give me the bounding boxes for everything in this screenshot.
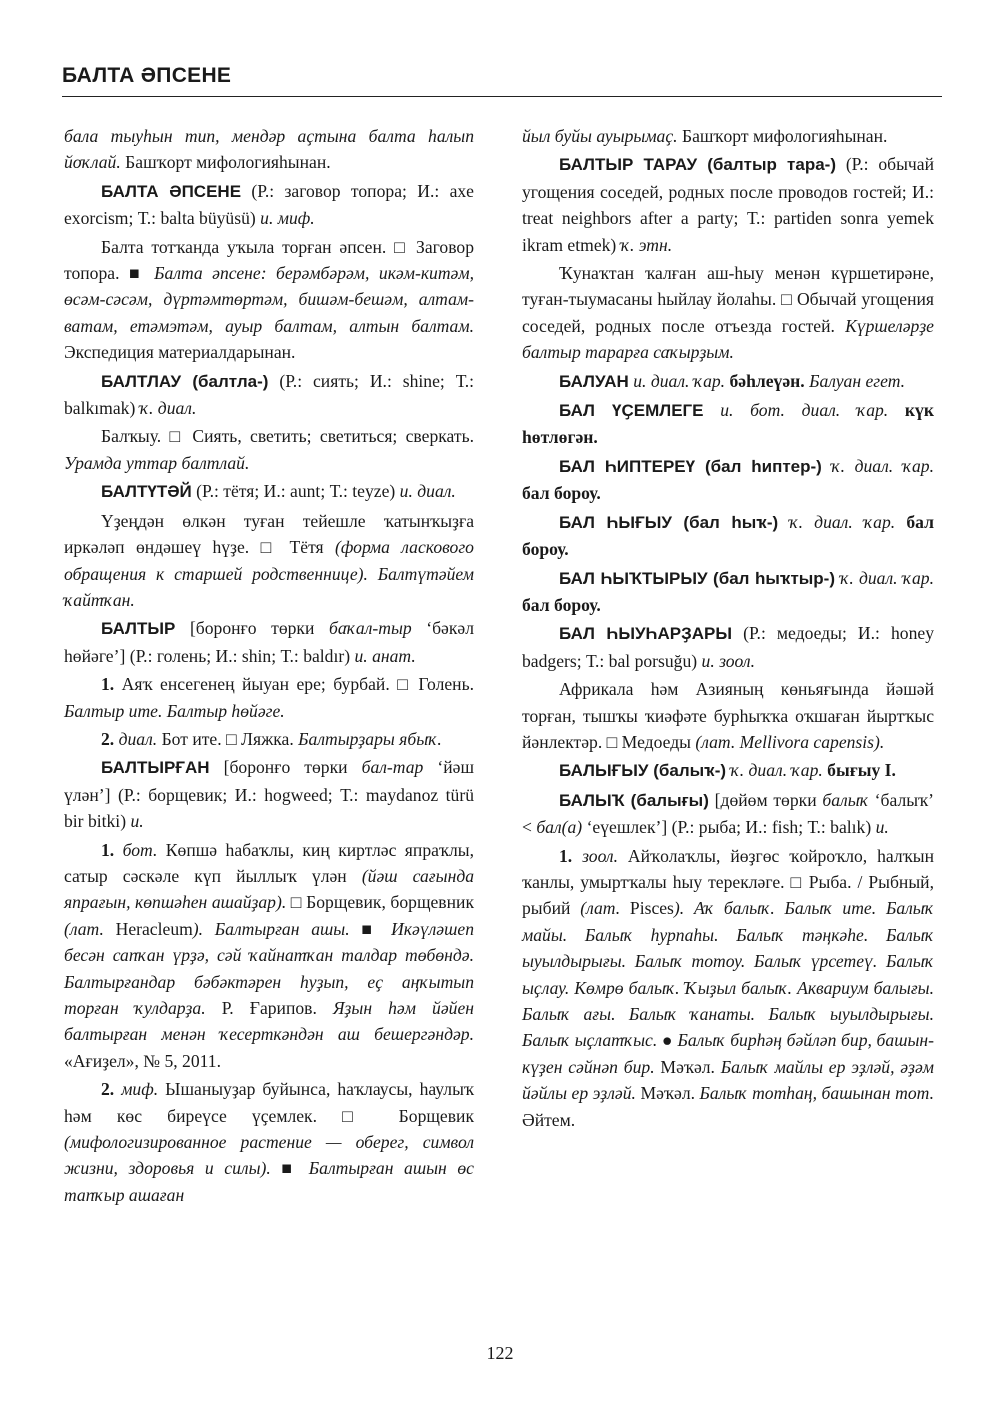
plain-text: [дөйөм төрки: [708, 789, 823, 810]
italic-text: Балта әпсене: берәмбәрәм, икәм-китәм, өсәм-сәсәм, дүртәмтөртәм, бишәм-бешәм, алтам-ватам, етәмэтәм, ауыр балтам, алтын балтам.: [64, 263, 474, 336]
plain-text: ‘еүешлек’] (Р.: рыба; И.: fish; Т.: balık): [582, 817, 876, 838]
plain-text: Ышаныуҙар буйынса, һаҡлаусы, һаулыҡ һәм көс биреүсе үҫемлек. □ Борщевик: [64, 1079, 474, 1126]
italic-text: бал(а): [536, 817, 583, 838]
bold-text: бәһлеүән.: [725, 370, 805, 391]
plain-text: (Р.: медоеды; И.: honey badgers; Т.: bal porsuğu): [522, 623, 934, 671]
italic-text: ). Аҡ балыҡ. Балыҡ ите. Балыҡ майы. Балыҡ һурпаһы. Балыҡ тәңкәһе. Балыҡ ыуылдырығы. Балыҡ тотоу. Балыҡ үрсетеү. Балыҡ ыҫлау. Көмрө балыҡ. Ҡыҙыл балыҡ. Аквариум балығы. Балыҡ ағы. Балыҡ ҡанаты. Балыҡ ыуылдырығы. Балыҡ ыҫлатҡыс. ● Балыҡ бирһәң бәйләп бир, башын-күҙен сәйнәп бир.: [522, 898, 934, 1077]
plain-text: [боронғо төрки: [175, 618, 329, 639]
dictionary-paragraph: [522, 757, 934, 784]
bold-text: 2.: [101, 728, 115, 749]
italic-text: Балтыр ите. Балтыр һөйәге.: [64, 700, 285, 721]
plain-text: Балта тотҡанда уҡыла торған әпсен. □ Заговор топора. ■: [64, 236, 474, 284]
plain-text: Балҡыу. □ Сиять, светить; светиться; сверкать.: [101, 426, 474, 447]
headword: БАЛЫҠ (балығы): [559, 790, 709, 810]
plain-text: (Р.: тётя; И.: aunt; Т.: teyze): [191, 481, 400, 502]
italic-text: ҡ. диал.: [139, 398, 197, 419]
italic-text: (йәш сағында япрағын, көпшәһен ашайҙар).: [64, 865, 475, 913]
plain-text: Pisces: [629, 898, 674, 919]
headword: БАЛ ҮҪЕМЛЕГЕ: [559, 401, 704, 421]
dictionary-paragraph: [522, 620, 934, 674]
dictionary-paragraph: [522, 453, 934, 507]
italic-text: и. анат.: [354, 645, 416, 666]
italic-text: Балыҡ тотһаң, башынан тот.: [699, 1083, 934, 1104]
italic-text: и.: [875, 817, 889, 838]
dictionary-paragraph: [522, 787, 934, 841]
dictionary-paragraph: [522, 123, 934, 149]
italic-text: балыҡ: [822, 789, 869, 810]
headword: БАЛТЛАУ (балтла-): [101, 371, 269, 391]
italic-text: ҡ. диал. ҡар.: [821, 455, 934, 476]
italic-text: ҡ. диал. ҡар.: [778, 511, 896, 532]
plain-text: ‘йәш үлән’] (Р.: борщевик; И.: hogweed; Т.: maydanoz türü bir bitki): [64, 757, 475, 832]
plain-text: «Ағиҙел», № 5, 2011.: [64, 1050, 221, 1071]
bold-text: бал бороу.: [522, 511, 934, 560]
header-divider: [62, 96, 942, 97]
headword: БАЛЫҒЫУ (балыҡ-): [559, 761, 727, 781]
dictionary-paragraph: [64, 1076, 474, 1208]
italic-text: бот.: [114, 839, 158, 860]
dictionary-paragraph: [522, 843, 934, 1133]
plain-text: Айҡолаҡлы, йөҙгөс ҡойроҡло, һалҡын ҡанлы, умыртҡалы һыу терекләге. □ Рыба. / Рыбный, рыбий: [522, 845, 934, 919]
plain-text: Әйтем.: [522, 1109, 576, 1130]
plain-text: (Р.: заговор топора; И.: axe exorcism; Т.: balta büyüsü): [64, 180, 474, 229]
italic-text: диал.: [114, 728, 158, 749]
italic-text: (форма ласкового обращения к старшей родственнице). Балтүтәйем ҡайтҡан.: [64, 537, 474, 610]
dictionary-paragraph: [64, 726, 474, 752]
dictionary-paragraph: [64, 478, 474, 505]
bold-text: 1.: [559, 845, 573, 866]
page-number: 122: [486, 1343, 514, 1363]
italic-text: Күршеләрҙе балтыр тарарға саҡырҙым.: [522, 315, 934, 363]
dictionary-paragraph: [522, 368, 934, 395]
bold-text: күк һөтлөгән.: [522, 400, 934, 448]
dictionary-paragraph: [522, 397, 934, 451]
headword: БАЛ ҺЫҒЫУ (бал һыҡ-): [559, 512, 779, 532]
italic-text: Балтырҙары ябыҡ.: [298, 728, 442, 749]
italic-text: бала тыуһын тип, мендәр аҫтына балта һалып йоҡлай.: [64, 126, 474, 173]
dictionary-paragraph: [64, 615, 474, 669]
italic-text: (лат.: [64, 918, 116, 939]
plain-text: Ҡунаҡтан ҡалған аш-һыу менән күршетирәне, туған-тыумасаны һыйлау йолаһы. □ Обычай угощения соседей, родных после отъезда гостей.: [522, 263, 934, 336]
italic-text: и. миф.: [260, 208, 315, 229]
italic-text: Яҙын һәм йәйен балтырған менән ҡесерткәндән аш бешергәндәр.: [64, 998, 474, 1045]
dictionary-paragraph: [64, 837, 474, 1075]
italic-text: ). Балтырған ашы. ■ Икәүләшеп бесән сапҡан үрҙә, сәй ҡайнатҡан талдар төбөндә. Балтырғандар бәбәктәрен һуҙып, еҫ аңҡытып торған ҡулдарҙа.: [64, 918, 474, 1018]
headword: БАЛТҮТӘЙ: [101, 482, 192, 502]
plain-text: (Р.: обычай угощения соседей, родных после проводов гостей; И.: treat neighbors after a party; Т.: partiden sonra yemek ikram etmek): [522, 154, 935, 255]
italic-text: и. зоол.: [701, 650, 755, 671]
italic-text: ҡ. диал. ҡар.: [726, 760, 823, 781]
plain-text: ‘бәкәл һөйәге’] (Р.: голень; И.: shin; Т.: baldır): [64, 618, 474, 666]
plain-text: [боронғо төрки: [209, 757, 362, 778]
dictionary-paragraph: [522, 151, 934, 258]
plain-text: Heracleum: [115, 918, 193, 939]
plain-text: Башҡорт мифологияһынан.: [677, 126, 888, 146]
dictionary-paragraph: [64, 368, 474, 422]
plain-text: Үҙеңдән өлкән туған тейешле ҡатынҡыҙға иркәләп өндәшеү һүҙе. □ Тётя: [64, 510, 474, 558]
italic-text: и.: [130, 811, 144, 832]
bold-text: 1.: [101, 839, 115, 860]
bold-text: 1.: [101, 674, 115, 695]
italic-text: (лат. Mellivora capensis).: [695, 731, 885, 752]
running-header: [62, 64, 942, 88]
dictionary-paragraph: [64, 423, 474, 476]
dictionary-paragraph: [522, 509, 934, 563]
italic-text: Балуан егет.: [804, 370, 906, 391]
dictionary-paragraph: [64, 754, 474, 834]
bold-text: бал бороу.: [522, 594, 601, 615]
italic-text: миф.: [114, 1079, 159, 1100]
bold-text: бал бороу.: [522, 483, 601, 504]
dictionary-paragraph: [64, 123, 474, 176]
plain-text: Мәҡәл.: [654, 1056, 721, 1077]
italic-text: ҡ. диал. ҡар.: [835, 567, 934, 588]
italic-text: (лат.: [580, 898, 630, 919]
dictionary-paragraph: [64, 508, 474, 614]
dictionary-paragraph: [64, 178, 474, 232]
dictionary-paragraph: [522, 260, 934, 366]
plain-text: □ Борщевик, борщевник: [286, 892, 474, 913]
headword: БАЛТЫР: [101, 619, 176, 639]
plain-text: Мәҡәл.: [635, 1083, 700, 1104]
plain-text: Р. Ғарипов.: [205, 998, 333, 1018]
headword: БАЛ ҺЫҠТЫРЫУ (бал һыҡтыр-): [559, 568, 835, 588]
bold-text: бығыу I.: [822, 760, 896, 781]
dictionary-paragraph: [522, 565, 934, 619]
italic-text: Балыҡ майлы ер эҙләй, әҙәм йәйлы ер эҙләй.: [522, 1056, 934, 1104]
plain-text: Экспедиция материалдарынан.: [64, 342, 296, 363]
headword: БАЛТЫРҒАН: [101, 758, 210, 778]
italic-text: Урамда уттар балтлай.: [64, 452, 250, 473]
plain-text: ‘балыҡ’ <: [522, 789, 934, 838]
plain-text: Көпшә һабаҡлы, киң киртләс япраҡлы, сатыр сәскәле күп йыллыҡ үлән: [64, 839, 475, 886]
plain-text: Бот ите. □ Ляжка.: [157, 728, 299, 749]
plain-text: (Р.: сиять; И.: shine; Т.: balkımak): [64, 370, 474, 419]
italic-text: бал-тар: [361, 757, 424, 778]
headword: БАЛ ҺЫУҺАРҘАРЫ: [559, 624, 733, 644]
italic-text: (мифологизированное растение — оберег, символ жизни, здоровья и силы). ■ Балтырған ашын өс тапҡыр ашаған: [64, 1132, 474, 1205]
bold-text: 2.: [101, 1079, 115, 1100]
italic-text: и. бот. диал. ҡар.: [703, 400, 889, 421]
headword: БАЛ ҺИПТЕРЕҮ (бал һиптер-): [559, 456, 822, 476]
headword: БАЛТЫР ТАРАУ (балтыр тара-): [559, 155, 836, 175]
plain-text: Аяҡ енсегенең йыуан ере; бурбай. □ Голень.: [114, 674, 474, 695]
plain-text: Африкала һәм Азияның көньяғында йәшәй торған, тышҡы ҡиәфәте бурһыҡҡа оҡшаған йыртҡыс йәнлектәр. □ Медоеды: [522, 679, 934, 752]
plain-text: Башҡорт мифологияһынан.: [120, 152, 331, 173]
right-column: [522, 123, 934, 1133]
running-header-title: БАЛТА ӘПСЕНЕ: [62, 64, 232, 87]
dictionary-paragraph: [64, 234, 474, 366]
headword: БАЛУАН: [559, 371, 629, 391]
left-column: [64, 123, 474, 1208]
dictionary-paragraph: [522, 676, 934, 755]
italic-text: баҡал-тыр: [328, 618, 412, 639]
italic-text: и. диал.: [399, 481, 456, 502]
italic-text: зоол.: [572, 845, 618, 866]
italic-text: йыл буйы ауырымаҫ.: [522, 126, 678, 146]
italic-text: и. диал. ҡар.: [628, 370, 726, 391]
dictionary-paragraph: [64, 671, 474, 724]
italic-text: ҡ. этн.: [620, 234, 673, 255]
headword: БАЛТА ӘПСЕНЕ: [101, 181, 242, 201]
